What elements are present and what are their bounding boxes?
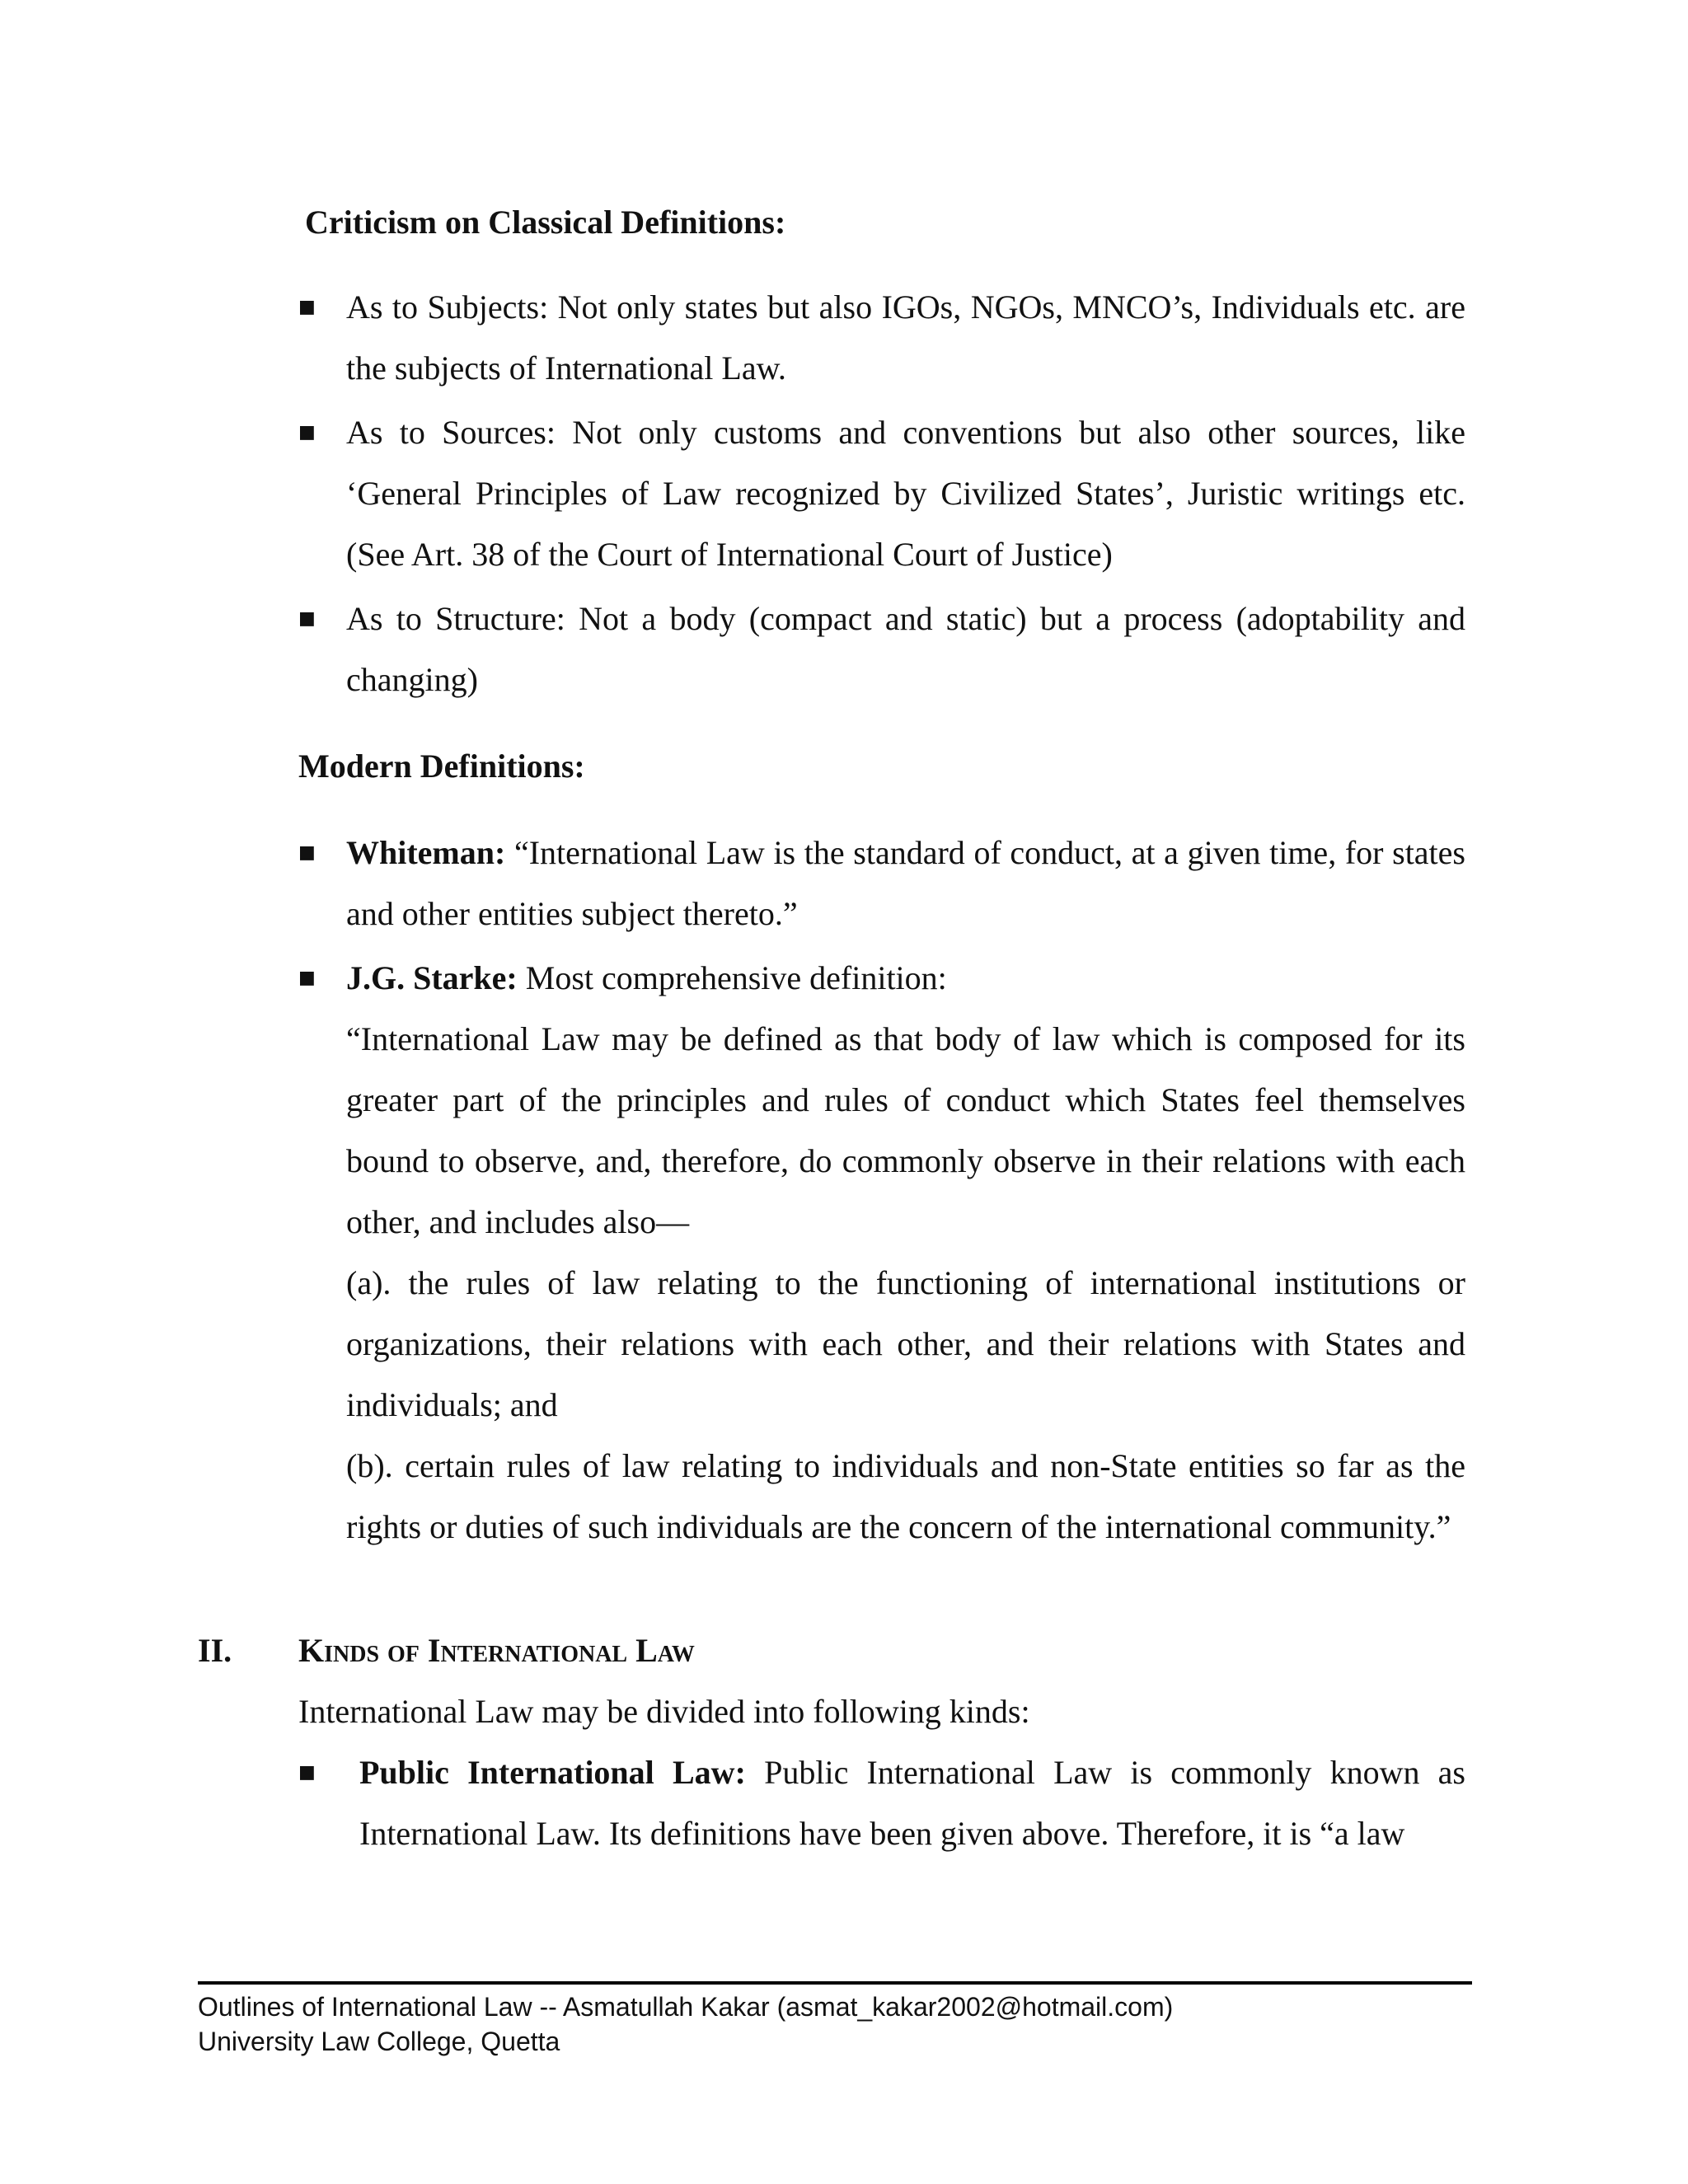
square-bullet-icon: ■: [298, 968, 316, 988]
modern-definitions-list: [298, 823, 1465, 1561]
criticism-subjects-text: As to Subjects: Not only states but also IGOs, NGOs, MNCO’s, Individuals etc. are the subjects of International Law.: [346, 288, 1465, 387]
footer-line-2: University Law College, Quetta: [198, 2027, 560, 2056]
kinds-list: [298, 1742, 1465, 1868]
starke-intro: Most comprehensive definition:: [517, 959, 947, 996]
square-bullet-icon: ■: [298, 1762, 316, 1783]
page-footer: [198, 1990, 1173, 2059]
public-international-law-label: Public International Law:: [359, 1754, 746, 1791]
square-bullet-icon: ■: [298, 297, 316, 317]
starke-label: J.G. Starke:: [346, 959, 518, 996]
footer-divider: [198, 1981, 1472, 1985]
list-item: [298, 823, 1465, 944]
square-bullet-icon: ■: [298, 842, 316, 863]
criticism-list: [298, 277, 1465, 714]
modern-definitions-heading: Modern Definitions:: [298, 748, 585, 785]
footer-line-1: Outlines of International Law -- Asmatullah Kakar (asmat_kakar2002@hotmail.com): [198, 1992, 1174, 2022]
list-item: [298, 588, 1465, 710]
square-bullet-icon: ■: [298, 422, 316, 443]
list-item: [298, 1742, 1465, 1864]
criticism-heading: Criticism on Classical Definitions:: [305, 204, 786, 241]
square-bullet-icon: ■: [298, 608, 316, 629]
starke-quote: “International Law may be defined as that body of law which is composed for its greater part of the principles and rules of conduct which States feel themselves bound to observe, and, therefore, do commonly observe in their relations with each other, and includes also—: [346, 1020, 1465, 1240]
criticism-structure-text: As to Structure: Not a body (compact and static) but a process (adoptability and changing): [346, 600, 1465, 698]
list-item: [298, 948, 1465, 1558]
whiteman-definition: “International Law is the standard of conduct, at a given time, for states and other entities subject thereto.”: [346, 834, 1465, 932]
section-title: Kinds of International Law: [298, 1632, 695, 1669]
criticism-sources-text: As to Sources: Not only customs and conventions but also other sources, like ‘General Principles of Law recognized by Civilized States’, Juristic writings etc. (See Art. 38 of the Court of International Court of Justice): [346, 414, 1465, 573]
list-item: [298, 402, 1465, 585]
list-item: [298, 277, 1465, 399]
section-number: II.: [198, 1632, 232, 1669]
starke-point-a: (a). the rules of law relating to the functioning of international institutions or organizations, their relations with each other, and their relations with States and individuals; and: [346, 1264, 1465, 1423]
starke-point-b: (b). certain rules of law relating to individuals and non-State entities so far as the rights or duties of such individuals are the concern of the international community.”: [346, 1447, 1465, 1545]
public-international-law-text: Public International Law is commonly known as International Law. Its definitions have been given above. Therefore, it is “a law: [359, 1754, 1465, 1852]
section-heading: [198, 1626, 695, 1675]
whiteman-label: Whiteman:: [346, 834, 506, 871]
section-intro: International Law may be divided into following kinds:: [298, 1693, 1030, 1730]
